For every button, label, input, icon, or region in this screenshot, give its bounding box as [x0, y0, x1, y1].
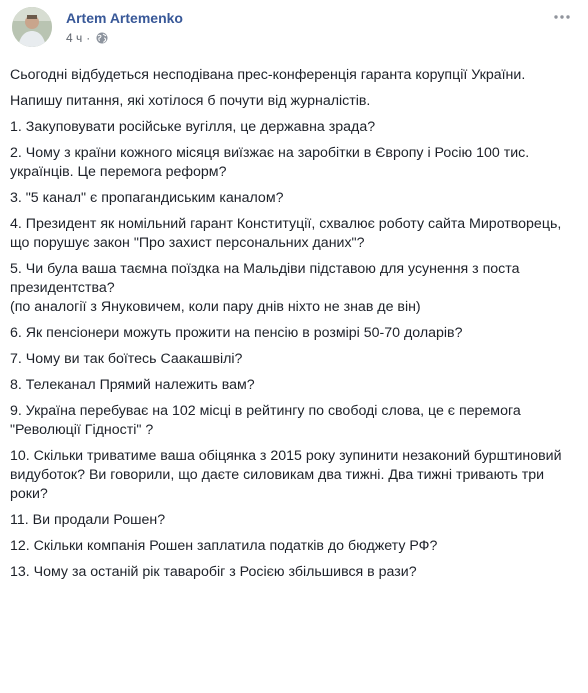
post-header	[4, 0, 588, 66]
post-paragraph: 3. "5 канал" є пропагандиським каналом?	[10, 190, 284, 206]
post-paragraph: 5. Чи була ваша таємна поїздка на Мальдіви підставою для усунення з поста президентства?	[10, 261, 520, 296]
post-paragraph: 11. Ви продали Рошен?	[10, 512, 166, 528]
post-paragraph: 6. Як пенсіонери можуть прожити на пенсію в розмірі 50-70 доларів?	[10, 325, 463, 341]
author-name[interactable]: Artem Artemenko	[66, 10, 183, 26]
author-avatar[interactable]	[12, 7, 52, 47]
post-paragraph: 10. Скільки триватиме ваша обіцянка з 2015 року зупинити незаконий бурштиновий видуботок? Ви говорили, що даєте силовикам два тижні. Два тижні тривають три роки?	[10, 448, 562, 502]
post-body	[4, 66, 588, 582]
avatar-image	[12, 7, 52, 47]
post-paragraph: 13. Чому за останій рік таваробіг з Росією збільшився в рази?	[10, 564, 417, 580]
post-paragraph: 8. Телеканал Прямий належить вам?	[10, 377, 255, 393]
more-horizontal-icon[interactable]	[550, 8, 574, 26]
post-paragraph: Напишу питання, які хотілося б почути від журналістів.	[10, 93, 371, 109]
post-meta	[66, 30, 108, 46]
post-paragraph: Сьогодні відбудеться несподівана прес-конференція гаранта корупції України.	[10, 67, 526, 83]
post-time[interactable]: 4 ч	[66, 31, 83, 45]
meta-separator: ·	[86, 31, 91, 45]
post-paragraph: 4. Президент як номільний гарант Конституції, схвалює роботу сайта Миротворець, що порушує закон "Про захист персональних даних"?	[10, 216, 562, 251]
post-paragraph: 7. Чому ви так боїтесь Саакашвілі?	[10, 351, 243, 367]
post-paragraph: 12. Скільки компанія Рошен заплатила податків до бюджету РФ?	[10, 538, 438, 554]
post-paragraph: 9. Україна перебуває на 102 місці в рейтингу по свободі слова, це є перемога "Революції Гідності" ?	[10, 403, 521, 438]
post-paragraph: (по аналогії з Януковичем, коли пару днів ніхто не знав де він)	[10, 299, 421, 315]
post-paragraph: 1. Закуповувати російське вугілля, це державна зрада?	[10, 119, 376, 135]
post-paragraph: 2. Чому з країни кожного місяця виїзжає на заробітки в Європу і Росію 100 тис. українців. Це перемога реформ?	[10, 145, 530, 180]
globe-icon[interactable]	[96, 32, 108, 44]
